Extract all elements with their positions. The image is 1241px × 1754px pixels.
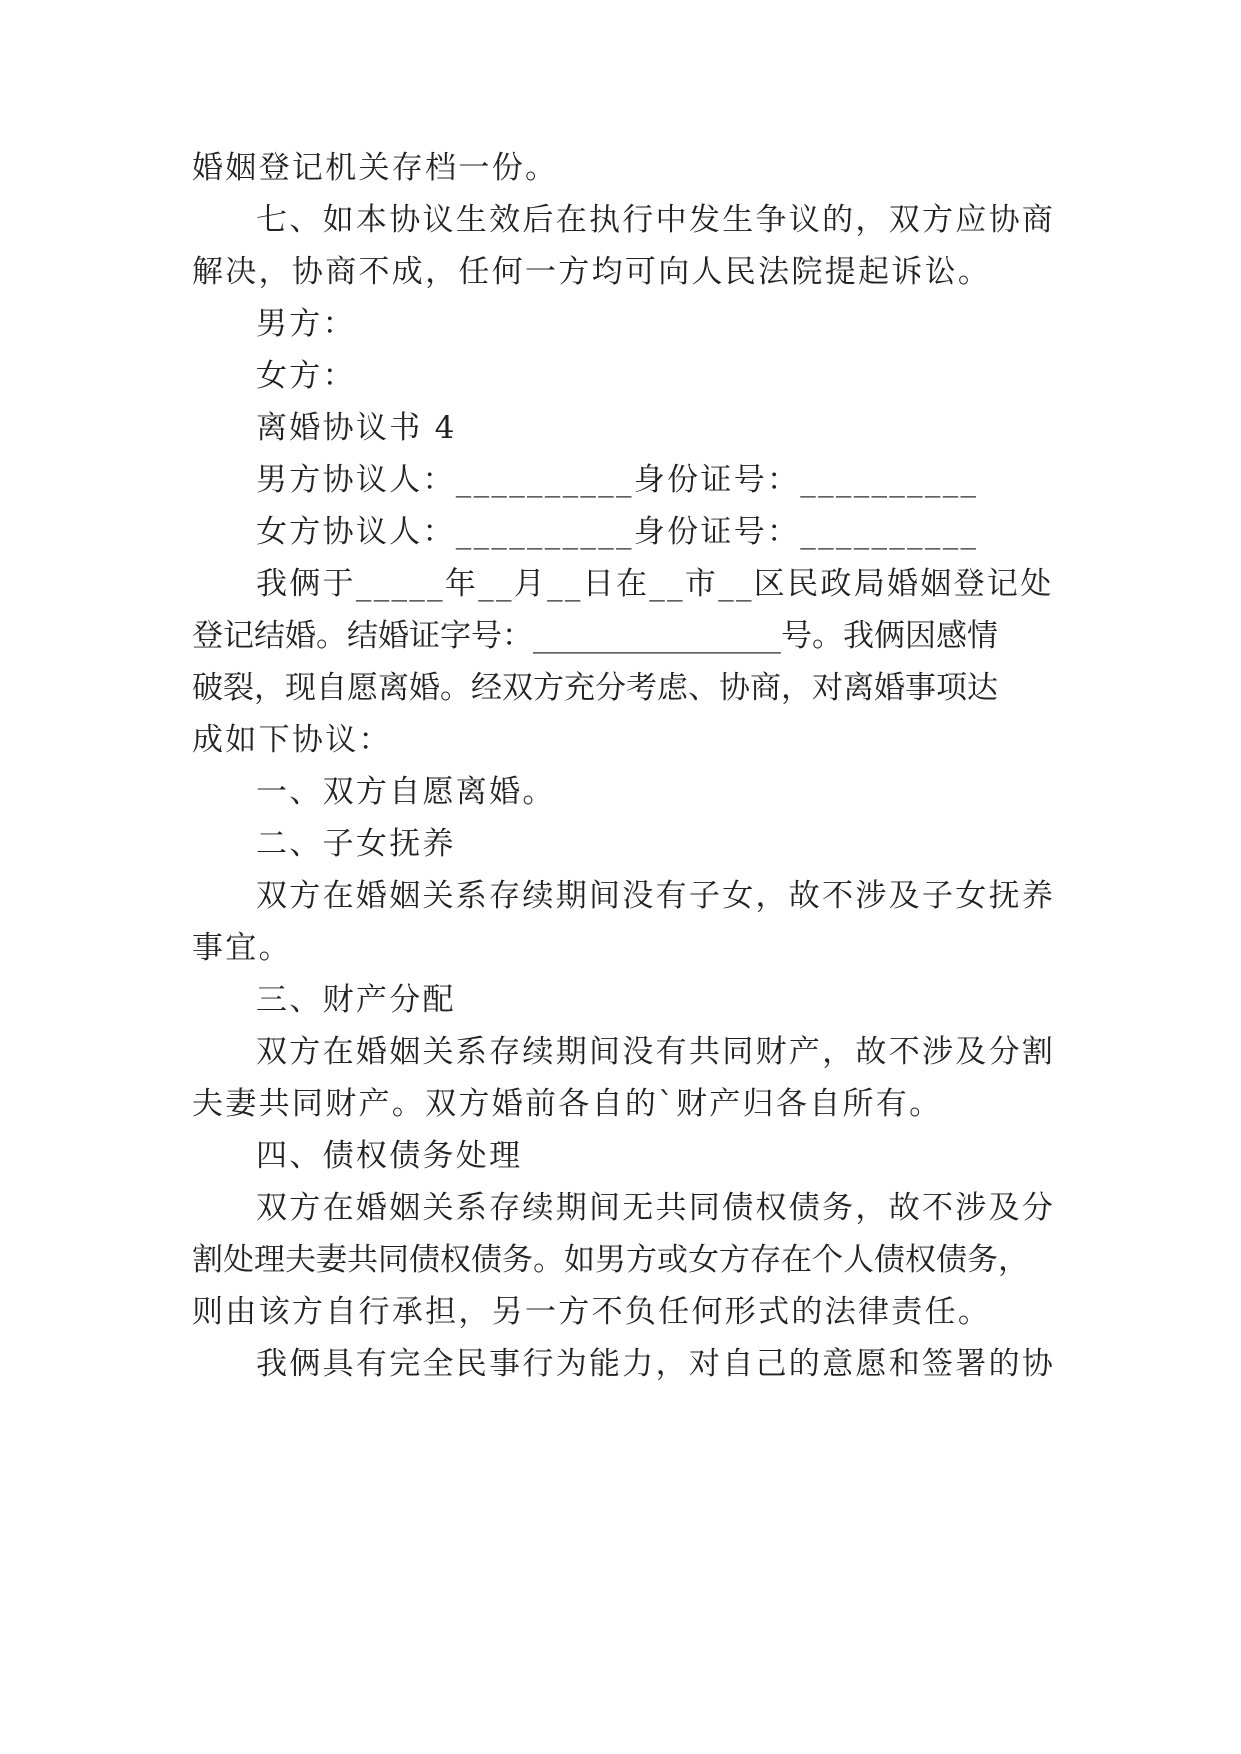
text-line: 双方在婚姻关系存续期间没有子女，故不涉及子女抚养 (256, 878, 1056, 914)
text-line: 双方在婚姻关系存续期间没有共同财产，故不涉及分割 (256, 1034, 1056, 1070)
clause-two-heading: 二、子女抚养 (256, 826, 456, 862)
female-signature-label: 女方： (256, 358, 356, 394)
male-party-line: 男方协议人：__________身份证号：__________ (256, 462, 979, 498)
text-line: 事宜。 (192, 930, 292, 966)
female-party-line: 女方协议人：__________身份证号：__________ (256, 514, 979, 550)
male-signature-label: 男方： (256, 306, 356, 342)
text-line: 夫妻共同财产。双方婚前各自的`财产归各自所有。 (192, 1086, 943, 1122)
text-line: 登记结婚。结婚证字号：________________号。我俩因感情 (192, 618, 998, 654)
text-line: 我俩具有完全民事行为能力，对自己的意愿和签署的协 (256, 1346, 1056, 1382)
text-line: 则由该方自行承担，另一方不负任何形式的法律责任。 (192, 1294, 992, 1330)
text-line: 割处理夫妻共同债权债务。如男方或女方存在个人债权债务， (192, 1242, 1029, 1278)
clause-one-heading: 一、双方自愿离婚。 (256, 774, 556, 810)
clause-four-heading: 四、债权债务处理 (256, 1138, 523, 1174)
agreement-title: 离婚协议书 4 (256, 410, 457, 446)
text-line: 双方在婚姻关系存续期间无共同债权债务，故不涉及分 (256, 1190, 1056, 1226)
text-line: 成如下协议： (192, 722, 392, 758)
text-line: 解决，协商不成，任何一方均可向人民法院提起诉讼。 (192, 254, 992, 290)
text-line: 婚姻登记机关存档一份。 (192, 150, 559, 186)
text-line: 破裂，现自愿离婚。经双方充分考虑、协商，对离婚事项达 (192, 670, 998, 706)
marriage-info-line: 我俩于_____年__月__日在__市__区民政局婚姻登记处 (256, 566, 1054, 602)
clause-seven-line: 七、如本协议生效后在执行中发生争议的，双方应协商 (256, 202, 1056, 238)
clause-three-heading: 三、财产分配 (256, 982, 456, 1018)
